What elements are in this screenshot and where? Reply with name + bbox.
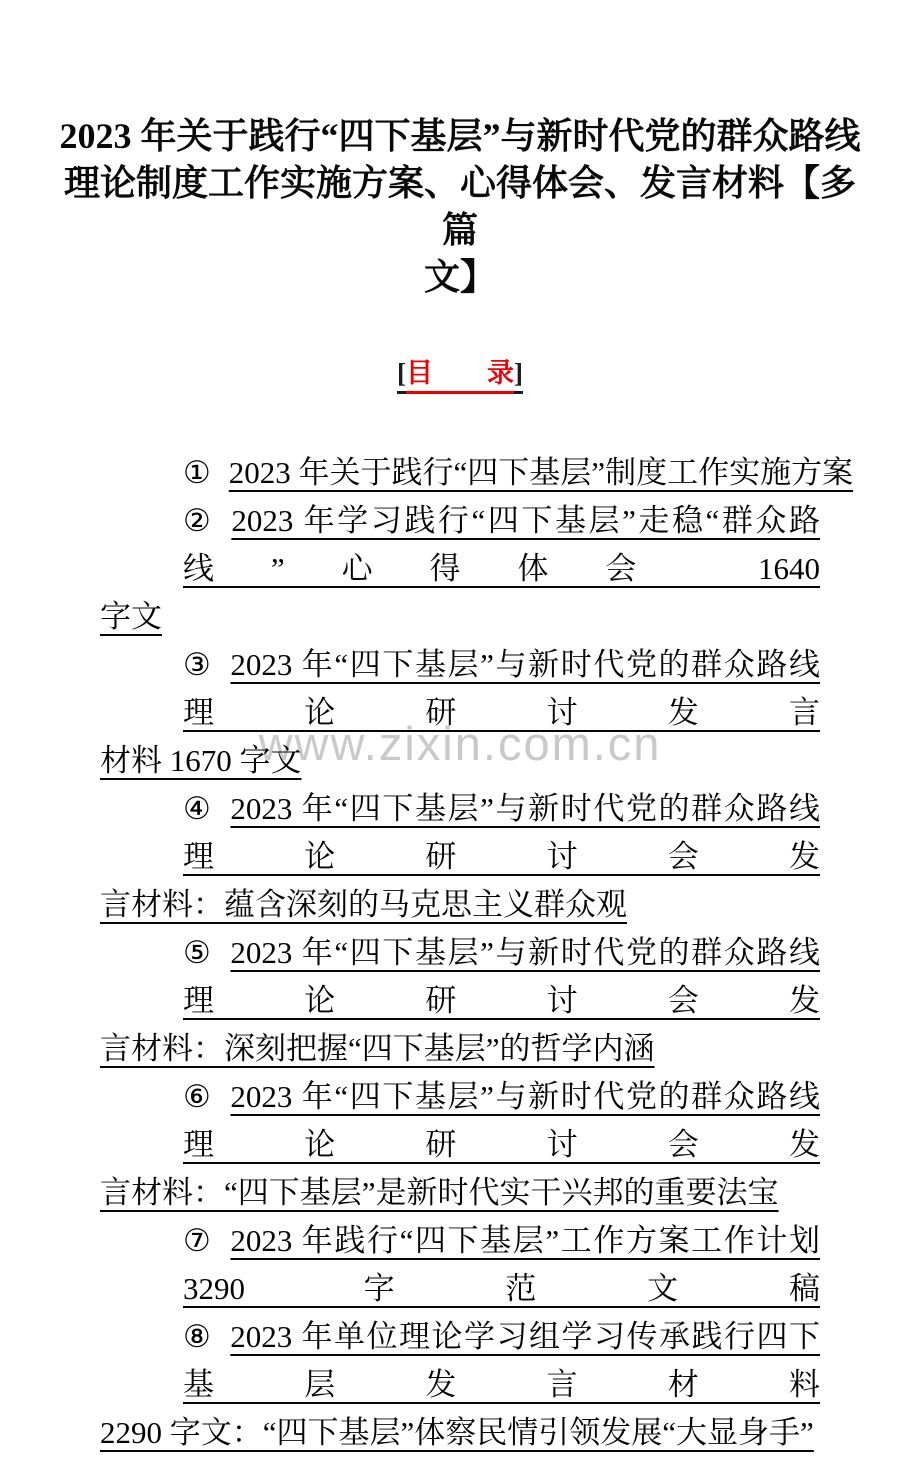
toc-line: [100, 1409, 820, 1457]
toc-heading-open-bracket: [: [397, 358, 406, 394]
toc-item-number: ②: [183, 503, 214, 538]
toc-item-number: ④: [183, 791, 213, 826]
toc-line: [100, 737, 820, 785]
toc-link[interactable]: 言材料：蕴含深刻的马克思主义群众观: [100, 887, 627, 922]
toc-link[interactable]: 2023 年践行“四下基层”工作方案工作计划 3290 字范文稿: [183, 1223, 820, 1306]
toc-link[interactable]: 2023 年关于践行“四下基层”制度工作实施方案: [228, 455, 854, 490]
toc-line: [100, 1169, 820, 1217]
toc-link[interactable]: 字文: [100, 599, 162, 634]
document-page: [0, 113, 920, 1457]
toc-heading-label[interactable]: 目 录: [406, 358, 514, 394]
toc-item-number: ⑥: [183, 1079, 213, 1114]
toc-item-number: ⑦: [183, 1223, 213, 1258]
toc-link[interactable]: 材料 1670 字文: [100, 743, 302, 778]
toc-line: [100, 929, 820, 1025]
toc-link[interactable]: 2023 年“四下基层”与新时代党的群众路线理论研讨会发: [183, 791, 820, 874]
document-title-line-1: 2023 年关于践行“四下基层”与新时代党的群众路线: [59, 116, 861, 156]
document-title-line-3: 文】: [423, 257, 496, 297]
toc-link[interactable]: 2023 年“四下基层”与新时代党的群众路线理论研讨发言: [183, 647, 820, 730]
toc-line: [100, 449, 854, 497]
toc-heading: [0, 353, 920, 393]
toc-link[interactable]: 2023 年单位理论学习组学习传承践行四下基层发言材料: [183, 1319, 821, 1402]
toc-line: [100, 497, 820, 593]
toc-line: [100, 1313, 820, 1409]
toc-heading-close-bracket: ]: [514, 358, 523, 394]
toc-line: [100, 881, 820, 929]
toc-item-number: ①: [183, 455, 211, 490]
toc-link[interactable]: 2023 年“四下基层”与新时代党的群众路线理论研讨会发: [183, 1079, 820, 1162]
toc-link[interactable]: 2023 年“四下基层”与新时代党的群众路线理论研讨会发: [183, 935, 820, 1018]
toc-item-number: ⑧: [183, 1319, 213, 1354]
toc-link[interactable]: 言材料：“四下基层”是新时代实干兴邦的重要法宝: [100, 1175, 779, 1210]
toc-line: [100, 641, 820, 737]
table-of-contents: [100, 449, 854, 1457]
site-watermark: www.zixin.com.cn: [258, 717, 662, 770]
toc-link[interactable]: 言材料：深刻把握“四下基层”的哲学内涵: [100, 1031, 655, 1066]
document-title-line-2: 理论制度工作实施方案、心得体会、发言材料【多篇: [63, 163, 856, 250]
toc-item-number: ⑤: [183, 935, 213, 970]
toc-line: [100, 1025, 820, 1073]
document-title: [58, 113, 862, 301]
toc-line: [100, 1073, 820, 1169]
toc-link[interactable]: 2290 字文：“四下基层”体察民情引领发展“大显身手”: [100, 1415, 814, 1450]
toc-line: [100, 593, 820, 641]
toc-line: [100, 1217, 820, 1313]
toc-item-number: ③: [183, 647, 213, 682]
toc-link[interactable]: 2023 年学习践行“四下基层”走稳“群众路线”心得体会 1640: [183, 503, 820, 586]
toc-line: [100, 785, 820, 881]
